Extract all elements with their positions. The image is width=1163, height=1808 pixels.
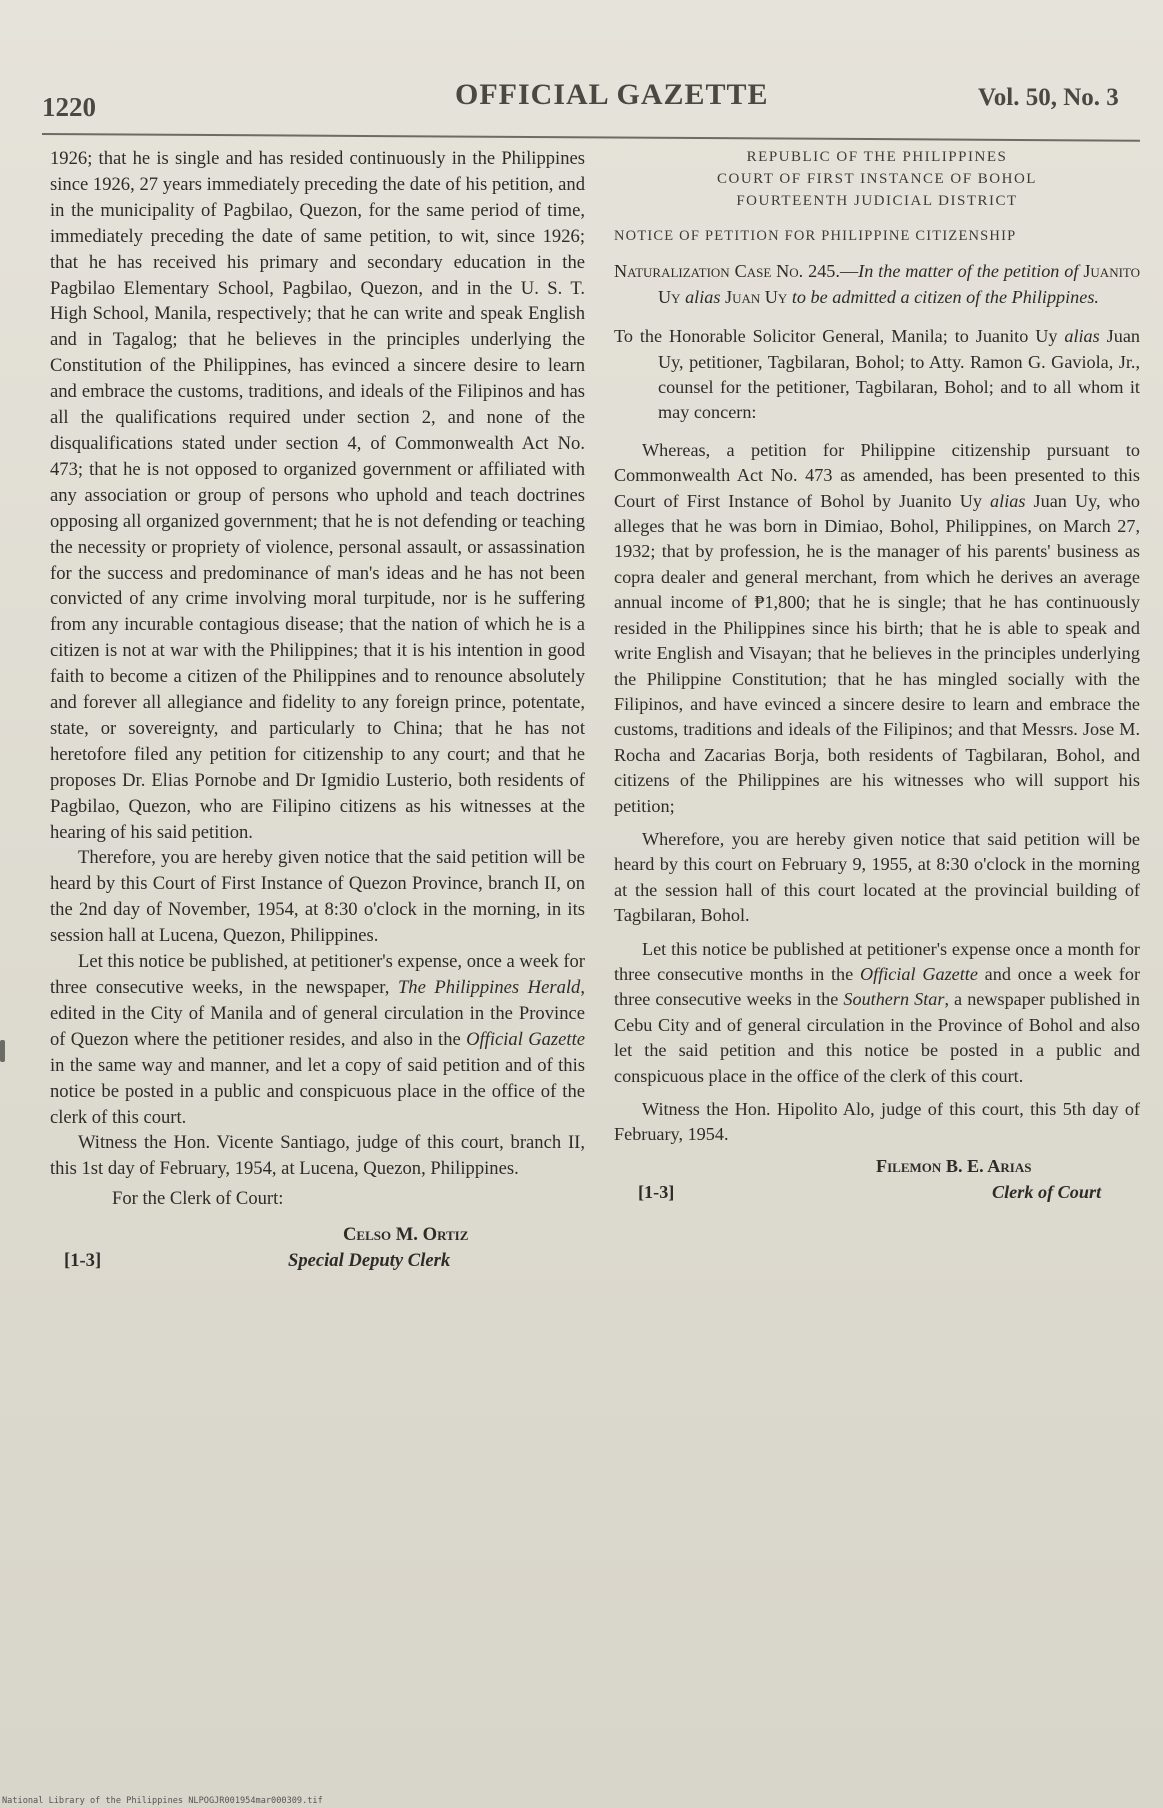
right-column xyxy=(614,146,1140,1212)
right-signer-name: Filemon B. E. Arias xyxy=(876,1155,1032,1176)
case-alias: alias xyxy=(680,286,725,307)
right-signer-title: Clerk of Court xyxy=(992,1181,1102,1202)
notice-heading: NOTICE OF PETITION FOR PHILIPPINE CITIZENSHIP xyxy=(614,228,1017,244)
left-para-2: Therefore, you are hereby given notice that the said petition will be heard by this Court of First Instance of Quezon Province, branch II, on the 2nd day of November, 1954, at 8:30 o'clock in the morning, in its session hall at Lucena, Quezon, Philippines. xyxy=(50,847,585,947)
right-issue-code: [1-3] xyxy=(638,1181,675,1202)
right-newspaper-name: Southern Star xyxy=(843,989,945,1010)
right-para-2: Wherefore, you are hereby given notice that said petition will be heard by this court on February 9, 1955, at 8:30 o'clock in the morning at the session hall of this court located at the provincial building of Tagbilaran, Bohol. xyxy=(614,828,1140,926)
court-heading: COURT OF FIRST INSTANCE OF BOHOL xyxy=(717,171,1037,187)
case-label: Naturalization Case No. 245.— xyxy=(614,261,859,282)
case-text: In the matter of the petition of xyxy=(858,261,1084,282)
left-column xyxy=(50,146,585,1276)
left-signature-block xyxy=(50,1212,585,1276)
right-para-3 xyxy=(614,937,1140,1089)
page-number: 1220 xyxy=(42,92,96,122)
right-para-1-a: Whereas, a petition for Philippine citizenship pursuant to Commonwealth Act No. 473 as amended, has been presented to this Court of First Instance of Bohol by Juanito Uy xyxy=(614,439,1140,511)
right-signature-block xyxy=(614,1148,1140,1212)
gazette-name: Official Gazette xyxy=(466,1028,585,1050)
newspaper-name: The Philippines Herald xyxy=(397,977,581,998)
left-para-3-c: in the same way and manner, and let a copy of said petition and of this notice be posted in a public and conspicuous place in the office of the clerk of this court. xyxy=(50,1054,585,1128)
right-para-1 xyxy=(614,438,1140,819)
left-para-4: Witness the Hon. Vicente Santiago, judge of this court, branch II, this 1st day of February, 1954, at Lucena, Quezon, Philippines. xyxy=(50,1132,585,1180)
left-para-3 xyxy=(50,949,585,1130)
header-rule xyxy=(42,133,1140,142)
left-para-1: 1926; that he is single and has resided continuously in the Philippines since 1926, 27 years immediately preceding the date of his petition, and in the municipality of Pagbilao, Quezon, for the same period of time, immediately preceding the date of same petition, to wit, since 1926; that he has received his primary and secondary education in the Pagbilao Elementary School, Pagbilao, Quezon, and in the U. S. T. High School, Manila, respectively; that he can write and speak English and in Tagalog; that he believes in the principles underlying the Constitution of the Philippines, has evinced a sincere desire to learn and embrace the customs, traditions, and ideals of the Filipinos and has all the qualifications required under section 2, and none of the disqualifications stated under section 4, of Commonwealth Act No. 473; that he is not opposed to organized government or affiliated with any association or group of persons who uphold and teach doctrines opposing all organized government; that he is not defending or teaching the necessity or propriety of violence, personal assault, or assassination for the success and predominance of man's ideas and he has not been convicted of any crime involving moral turpitude, nor is he suffering from any incurable contagious disease; that the nation of which he is a citizen is not at war with the Philippines; that it is his intention in good faith to become a citizen of the Philippines and to renounce absolutely and forever all allegiance and fidelity to any foreign prince, potentate, state, or sovereignty, and particularly to China; that he has not heretofore filed any petition for citizenship to any court; and that he proposes Dr. Elias Pornobe and Dr Igmidio Lusterio, both residents of Pagbilao, Quezon, who are Filipino citizens as his witnesses at the hearing of his said petition. xyxy=(50,148,585,843)
left-signer-name: Celso M. Ortiz xyxy=(343,1224,469,1246)
district-heading: FOURTEENTH JUDICIAL DISTRICT xyxy=(736,193,1018,209)
right-para-1-b: Juan Uy, who alleges that he was born in Dimiao, Bohol, Philippines, on March 27, 1932; that by profession, he is the manager of his parents' business as copra dealer and general merchant, from which he derives an average annual income of ₱1,800; that he is single; that he has continuously resided in the Philippines since his birth; that he is able to speak and write English and Visayan; that he believes in the principles underlying the Philippine Constitution; that he has mingled socially with the Filipinos, and have evinced a sincere desire to learn and embrace the customs, traditions and ideals of the Filipinos; and that Messrs. Jose M. Rocha and Zacarias Borja, both residents of Tagbilaran, Bohol, and citizens of the Philippines are his witnesses who will support his petition; xyxy=(614,490,1140,816)
scan-footer: National Library of the Philippines NLPOGJR001954mar000309.tif xyxy=(2,1796,323,1806)
to-a: To the Honorable Solicitor General, Manila; to Juanito Uy xyxy=(614,326,1065,347)
for-clerk-label: For the Clerk of Court: xyxy=(112,1188,284,1210)
case-end: to be admitted a citizen of the Philippines. xyxy=(787,286,1099,307)
republic-heading: REPUBLIC OF THE PHILIPPINES xyxy=(746,149,1008,165)
left-para-3-a: Let this notice be published, at petitioner's expense, once a week for three consecutive weeks, in the newspaper, xyxy=(50,951,585,998)
case-name: Juanito Uy xyxy=(658,261,1141,307)
case-title xyxy=(614,259,1140,310)
binding-mark-icon xyxy=(0,1040,5,1062)
right-para-3-a: Let this notice be published at petitioner's expense once a month for three consecutive months in the xyxy=(614,938,1140,984)
volume-number: Vol. 50, No. 3 xyxy=(978,84,1119,111)
to-alias: alias xyxy=(1064,326,1100,347)
page-title: OFFICIAL GAZETTE xyxy=(455,78,769,111)
case-name-2: Juan Uy xyxy=(725,286,788,307)
right-gazette-name: Official Gazette xyxy=(860,963,978,984)
to-b: Juan Uy, petitioner, Tagbilaran, Bohol; to Atty. Ramon G. Gaviola, Jr., counsel for the petitioner, Tagbilaran, Bohol; and to all whom it may concern: xyxy=(658,326,1140,423)
left-signer-title: Special Deputy Clerk xyxy=(288,1250,451,1272)
right-para-1-alias: alias xyxy=(990,490,1026,511)
right-para-3-b: and once a week for three consecutive weeks in the xyxy=(614,963,1141,1010)
right-para-4: Witness the Hon. Hipolito Alo, judge of this court, this 5th day of February, 1954. xyxy=(614,1099,1140,1145)
addressees xyxy=(614,324,1140,426)
left-issue-code: [1-3] xyxy=(64,1250,102,1272)
left-para-3-b: , edited in the City of Manila and of general circulation in the Province of Quezon where the petitioner resides, and also in the xyxy=(50,977,585,1050)
right-para-3-c: , a newspaper published in Cebu City and of general circulation in the Province of Bohol and also let the said petition and this notice be posted in a public and conspicuous place in the office of the clerk of this court. xyxy=(614,989,1140,1086)
